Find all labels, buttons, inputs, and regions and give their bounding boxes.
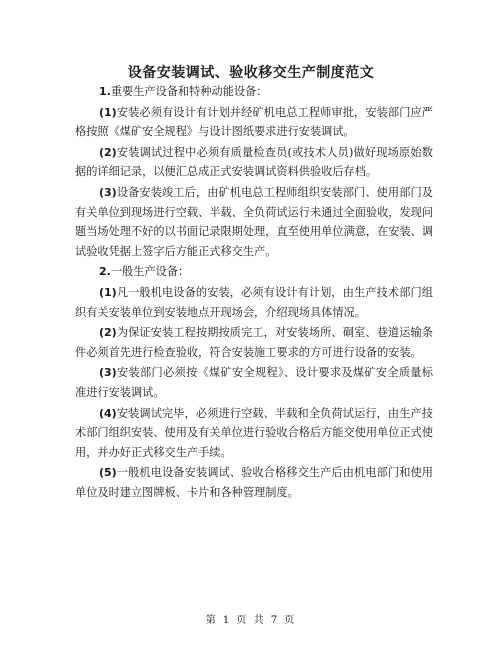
item-text: 安装部门必须按《煤矿安全规程》、设计要求及煤矿安全质量标准进行安装调试。 <box>75 366 433 399</box>
item-number: (2) <box>99 326 117 340</box>
document-body <box>75 82 433 503</box>
item-number: (3) <box>99 366 117 380</box>
document-title: 设备安装调试、验收移交生产制度范文 <box>127 65 375 81</box>
item-number: (4) <box>99 406 117 420</box>
section-number: 2. <box>99 265 111 279</box>
page-footer: 第 1 页 共 7 页 <box>205 615 297 626</box>
item-text: 安装调试过程中必须有质量检查员(或技术人员)做好现场原始数据的详细记录，以便汇总成正式安装调试资料供验收后存档。 <box>75 145 433 179</box>
item-text: 设备安装竣工后，由矿机电总工程师组织安装部门、使用部门及有关单位到现场进行空载、半载、全负荷试运行未通过全面验收，发现问题当场处理不好的以书面记录限期处理，直至使用单位满意，在安装、调试验收凭据上签字后方能正式移交生产。 <box>75 185 434 258</box>
list-item <box>75 143 433 182</box>
list-item <box>75 183 433 261</box>
list-item <box>75 323 433 362</box>
item-text: 安装必须有设计有计划并经矿机电总工程师审批，安装部门应严格按照《煤矿安全规程》与设计图纸要求进行安装调试。 <box>75 105 433 139</box>
item-text: 安装调试完毕，必须进行空载、半载和全负荷试运行，由生产技术部门组织安装、使用及有关单位进行验收合格后方能交使用单位正式使用，并办好正式移交生产手续。 <box>75 406 434 459</box>
item-number: (3) <box>99 185 117 199</box>
item-number: (5) <box>99 466 117 480</box>
item-text: 一般机电设备安装调试、验收合格移交生产后由机电部门和使用单位及时建立图牌板、卡片和各种管理制度。 <box>75 466 433 499</box>
section-number: 1. <box>99 85 111 98</box>
item-number: (1) <box>99 105 117 119</box>
section-heading <box>75 262 433 282</box>
item-number: (1) <box>99 285 117 299</box>
list-item <box>75 363 433 402</box>
item-text: 为保证安装工程按期按质完工，对安装场所、硐室、巷道运输条件必须首先进行检查验收，符合安装施工要求的方可进行设备的安装。 <box>75 326 433 359</box>
section-heading <box>75 82 433 102</box>
list-item <box>75 404 433 463</box>
item-text: 凡一般机电设备的安装，必须有设计有计划，由生产技术部门组织有关安装单位到安装地点开现场会，介绍现场具体情况。 <box>75 285 433 319</box>
list-item <box>75 463 433 502</box>
section-heading-text: 重要生产设备和特种动能设备： <box>110 85 268 98</box>
section-heading-text: 一般生产设备： <box>110 265 190 279</box>
list-item <box>75 103 433 142</box>
list-item <box>75 283 433 322</box>
item-number: (2) <box>99 145 117 159</box>
